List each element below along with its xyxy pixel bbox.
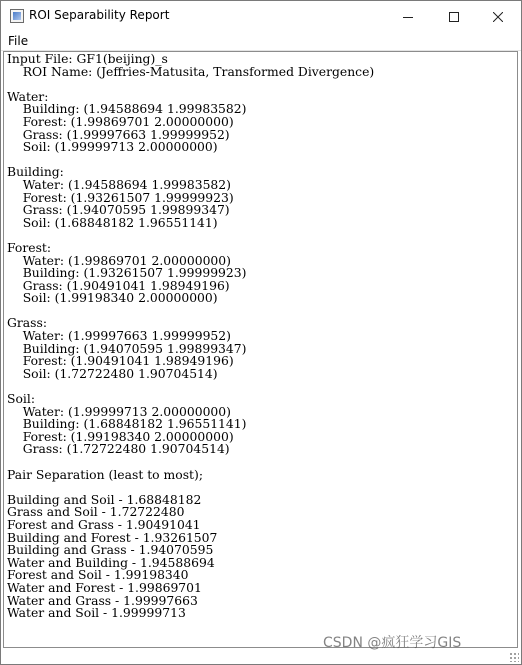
menu-bar xyxy=(1,32,521,51)
report-text-area[interactable] xyxy=(3,51,518,648)
title-bar[interactable] xyxy=(1,1,521,32)
close-icon xyxy=(493,12,503,22)
watermark: CSDN @疯狂学习GIS xyxy=(323,635,462,651)
minimize-icon xyxy=(403,12,413,22)
resize-grip-icon[interactable] xyxy=(509,652,519,662)
maximize-button[interactable] xyxy=(431,1,477,32)
menu-file[interactable]: File xyxy=(8,34,29,48)
window-title: ROI Separability Report xyxy=(29,8,170,22)
report-text: Input File: GF1(beijing)_s ROI Name: (Jeffries-Matusita, Transformed Divergence) Water: Building: (1.94588694 1.99983582) Forest: (1.99869701 2.00000000) Grass: (1.99997663 1.99999952) Soil: (1.99999713 2.00000000) Building: Water: (1.94588694 1.99983582) Forest: (1.93261507 1.99999923) Grass: (1.94070595 1.99899347) Soil: (1.68848182 1.96551141) Forest: Water: (1.99869701 2.00000000) Building: (1.93261507 1.99999923) Grass: (1.90491041 1.98949196) Soil: (1.99198340 2.00000000) Grass: Water: (1.99997663 1.99999952) Building: (1.94070595 1.99899347) Forest: (1.90491041 1.98949196) Soil: (1.72722480 1.90704514) Soil: Water: (1.99999713 2.00000000) Building: (1.68848182 1.96551141) Forest: (1.99198340 2.00000000) Grass: (1.72722480 1.90704514) Pair Separation (least to most); Building and Soil - 1.68848182 Grass and Soil - 1.72722480 Forest and Grass - 1.90491041 Building and Forest - 1.93261507 Building and Grass - 1.94070595 Water and Building - 1.94588694 Forest and Soil - 1.99198340 Water and Forest - 1.99869701 Water and Grass - 1.99997663 Water and Soil - 1.99999713 xyxy=(7,52,375,621)
maximize-icon xyxy=(449,12,459,22)
close-button[interactable] xyxy=(475,1,521,32)
app-window-icon xyxy=(10,9,24,23)
minimize-button[interactable] xyxy=(385,1,431,32)
